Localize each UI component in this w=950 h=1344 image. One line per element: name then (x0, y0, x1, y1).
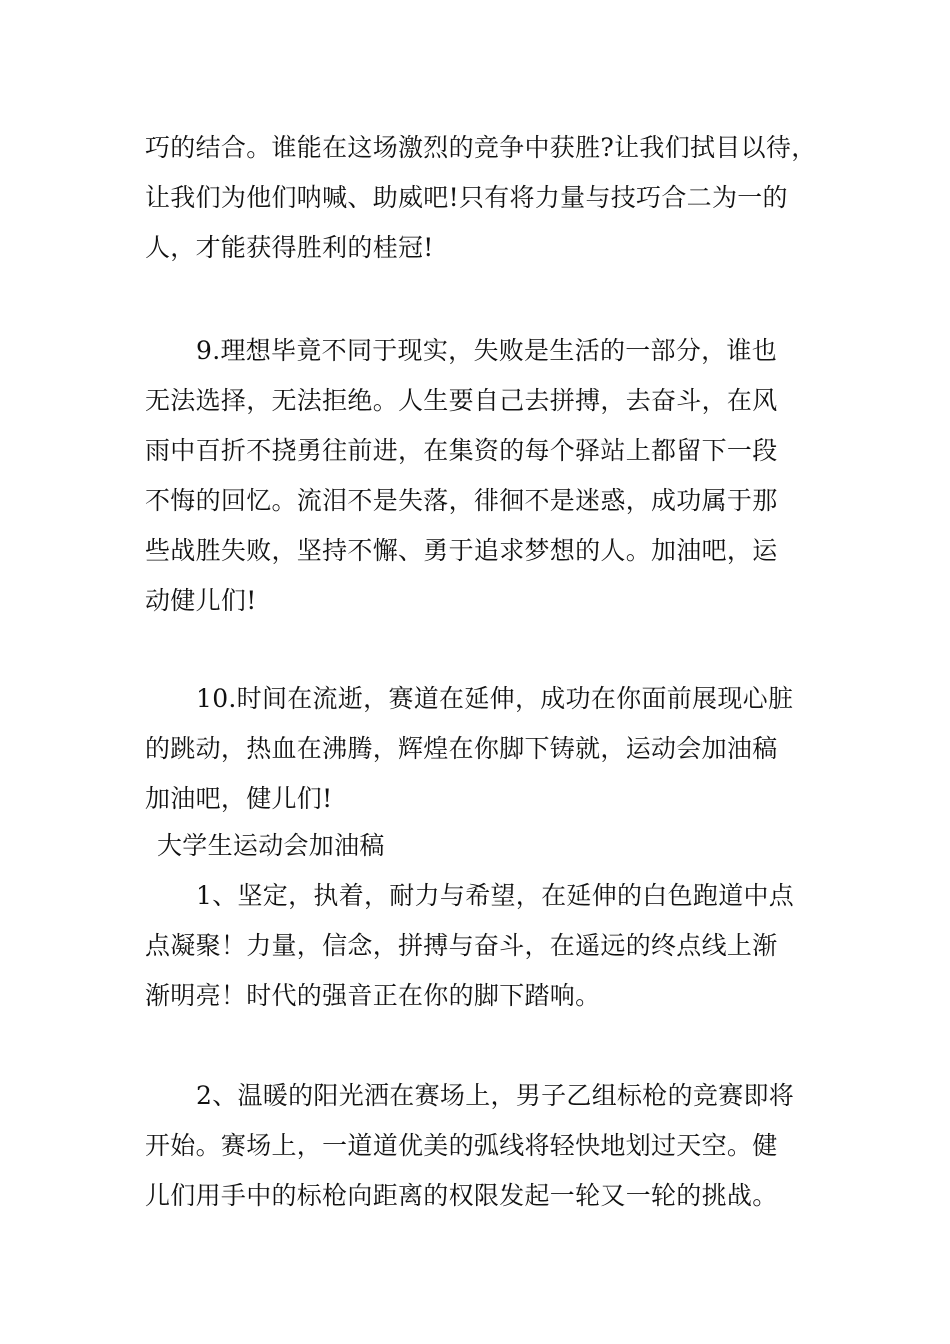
paragraph-line: 让我们为他们呐喊、助威吧!只有将力量与技巧合二为一的 (145, 183, 788, 212)
paragraph-line: 儿们用手中的标枪向距离的权限发起一轮又一轮的挑战。 (145, 1181, 778, 1210)
paragraph-line: 不悔的回忆。流泪不是失落，徘徊不是迷惑，成功属于那 (145, 486, 778, 515)
paragraph-line: 加油吧，健儿们! (145, 784, 333, 813)
paragraph-line: 人，才能获得胜利的桂冠! (145, 233, 434, 262)
paragraph-line: 的跳动，热血在沸腾，辉煌在你脚下铸就，运动会加油稿 (145, 734, 778, 763)
paragraph-line: 雨中百折不挠勇往前进，在集资的每个驿站上都留下一段 (145, 436, 778, 465)
paragraph-line: 点凝聚！力量，信念，拼搏与奋斗，在遥远的终点线上渐 (145, 931, 778, 960)
paragraph-line: 9.理想毕竟不同于现实，失败是生活的一部分，谁也 (196, 336, 778, 365)
paragraph-line: 无法选择，无法拒绝。人生要自己去拼搏，去奋斗，在风 (145, 386, 778, 415)
paragraph-line: 1、坚定，执着，耐力与希望，在延伸的白色跑道中点 (196, 881, 795, 910)
paragraph-line: 10.时间在流逝，赛道在延伸，成功在你面前展现心脏 (196, 684, 794, 713)
paragraph-line: 开始。赛场上，一道道优美的弧线将轻快地划过天空。健 (145, 1131, 778, 1160)
paragraph-line: 些战胜失败，坚持不懈、勇于追求梦想的人。加油吧，运 (145, 536, 778, 565)
section-heading: 大学生运动会加油稿 (157, 831, 385, 860)
paragraph-line: 2、温暖的阳光洒在赛场上，男子乙组标枪的竞赛即将 (196, 1081, 795, 1110)
paragraph-line: 渐明亮！时代的强音正在你的脚下踏响。 (145, 981, 601, 1010)
paragraph-line: 动健儿们! (145, 586, 257, 615)
paragraph-line: 巧的结合。谁能在这场激烈的竞争中获胜?让我们拭目以待， (145, 133, 817, 162)
